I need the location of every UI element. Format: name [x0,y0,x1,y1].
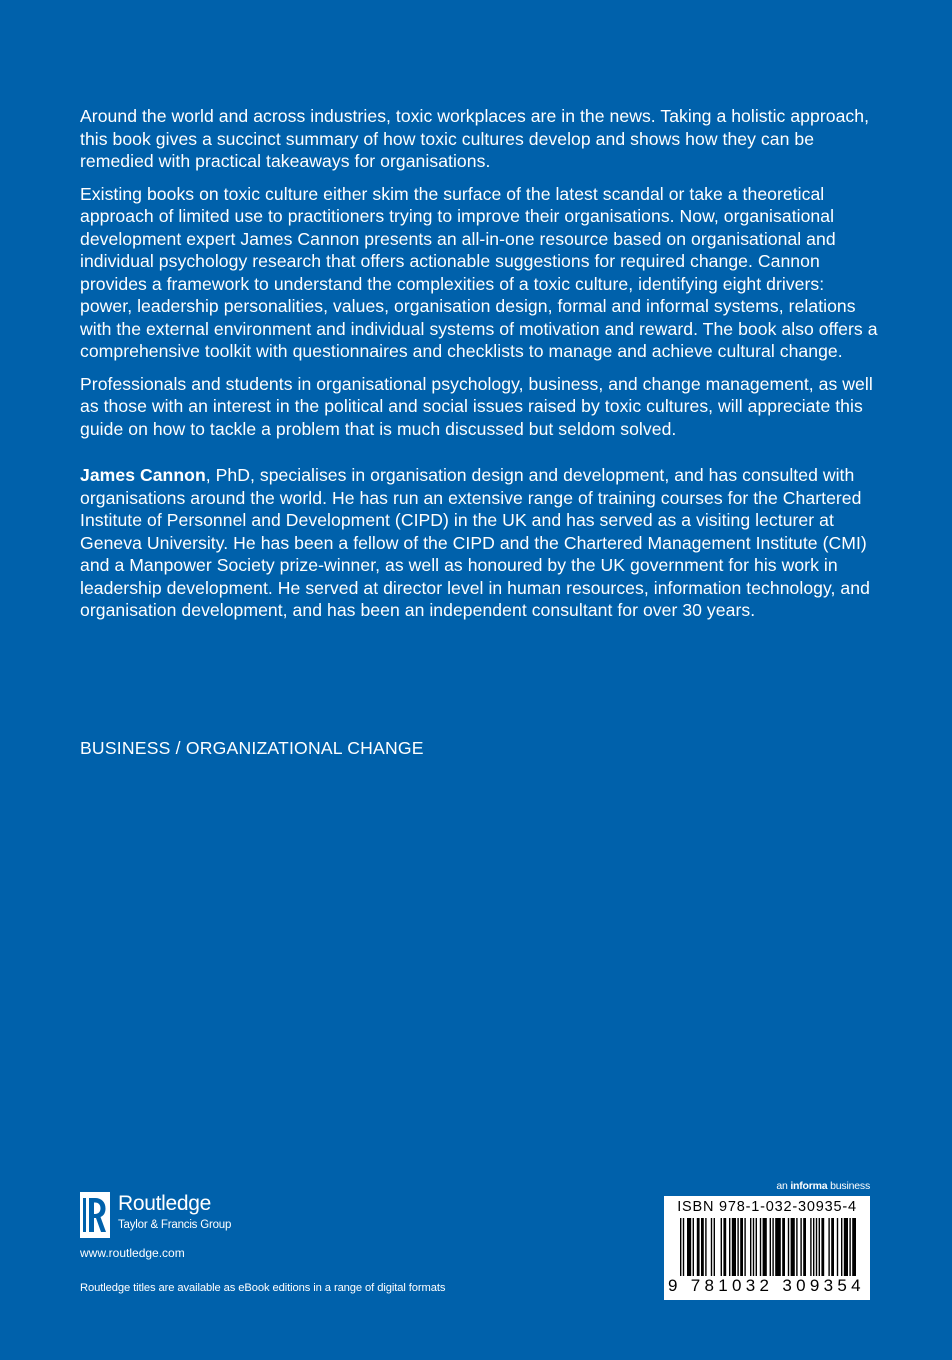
barcode-bar [744,1218,745,1276]
ebook-note: Routledge titles are available as eBook editions in a range of digital formats [80,1282,446,1294]
blurb-paragraph-1: Around the world and across industries, toxic workplaces are in the news. Taking a holistic approach, this book gives a succinct summary of how toxic cultures develop and shows how they can be remedied with practical takeaways for organisations. [80,106,870,171]
barcode-bar [800,1218,801,1276]
publisher-group: Taylor & Francis Group [118,1219,232,1231]
barcode-bar [816,1218,817,1276]
barcode-bar [788,1218,789,1276]
barcode-bar [705,1218,706,1276]
barcode-bar [772,1218,773,1276]
informa-prefix: an [776,1180,791,1192]
barcode-bar [782,1218,785,1276]
barcode-bar [775,1218,781,1276]
back-cover-blurb [80,105,880,632]
barcode-bar [810,1218,811,1276]
informa-tagline [776,1180,870,1192]
barcode-bar [693,1218,694,1276]
author-bio-text: , PhD, specialises in organisation design and development, and has consulted with organisations around the world. He has run an extensive range of training courses for the Chartered Institute of Personnel and Development (CIPD) in the UK and has served as a visiting lecturer at Geneva University. He has been a fellow of the CIPD and the Chartered Management Institute (CMI) and a Manpower Society prize-winner, as well as honoured by the UK government for his work in leadership development. He served at director level in human resources, information technology, and organisation development, and has been an independent consultant for over 30 years. [80,465,870,620]
barcode-bar [711,1218,712,1276]
publisher-logo [80,1192,330,1238]
blurb-paragraph-2: Existing books on toxic culture either skim the surface of the latest scandal or take a theoretical approach of limited use to practitioners trying to improve their organisations. Now, organisational development expert James Cannon presents an all-in-one resource based on organisational and individual psychology research that offers actionable suggestions for required change. Cannon provides a framework to understand the complexities of a toxic culture, identifying eight drivers: power, leadership personalities, values, organisation design, formal and informal systems, relations with the external environment and individual systems of motivation and reward. The book also offers a comprehensive toolkit with questionnaires and checklists to manage and achieve cultural change. [80,183,878,361]
barcode-bar [831,1218,834,1276]
barcode-bar [701,1218,704,1276]
barcode-bar [687,1218,691,1276]
barcode-bar [740,1218,743,1276]
author-name: James Cannon [80,465,206,485]
ean-digits: 9 781032 309354 [668,1276,865,1295]
isbn-barcode [664,1196,870,1300]
barcode-bar [750,1218,751,1276]
barcode-bar [737,1218,738,1276]
barcode-bar [844,1218,848,1276]
barcode-bar [796,1218,797,1276]
informa-suffix: business [827,1180,870,1192]
barcode-bar [819,1218,820,1276]
barcode-bar [852,1218,856,1276]
barcode-bar [791,1218,795,1276]
barcode-bar [680,1218,681,1276]
publisher-website: www.routledge.com [80,1246,185,1260]
subject-category: BUSINESS / ORGANIZATIONAL CHANGE [80,738,424,758]
barcode-bar [714,1218,715,1276]
barcode-bar [760,1218,761,1276]
barcode-bar [837,1218,838,1276]
author-bio [80,464,880,622]
informa-brand: informa [790,1180,828,1192]
barcode-bar [849,1218,850,1276]
barcode-bar [828,1218,829,1276]
barcode-bar [770,1218,771,1276]
barcode-bar [821,1218,824,1276]
barcode-bar [753,1218,754,1276]
blurb-paragraph-3: Professionals and students in organisational psychology, business, and change management, as well as those with an interest in the political and social issues raised by toxic cultures, will appreciate this guide on how to tackle a problem that is much discussed but seldom solved. [80,373,873,439]
barcode-bars [680,1218,856,1276]
barcode-bar [729,1218,730,1276]
isbn-number: ISBN 978-1-032-30935-4 [677,1199,857,1215]
publisher-name: Routledge [118,1192,212,1215]
barcode-bar [721,1218,722,1276]
barcode-bar [723,1218,726,1276]
barcode-bar [803,1218,806,1276]
barcode-bar [683,1218,684,1276]
barcode-bar [813,1218,814,1276]
routledge-r-logo-icon [80,1192,110,1238]
barcode-bar [756,1218,757,1276]
barcode-bar [763,1218,767,1276]
barcode-bar [732,1218,736,1276]
barcode-bar [697,1218,700,1276]
barcode-bar [841,1218,842,1276]
